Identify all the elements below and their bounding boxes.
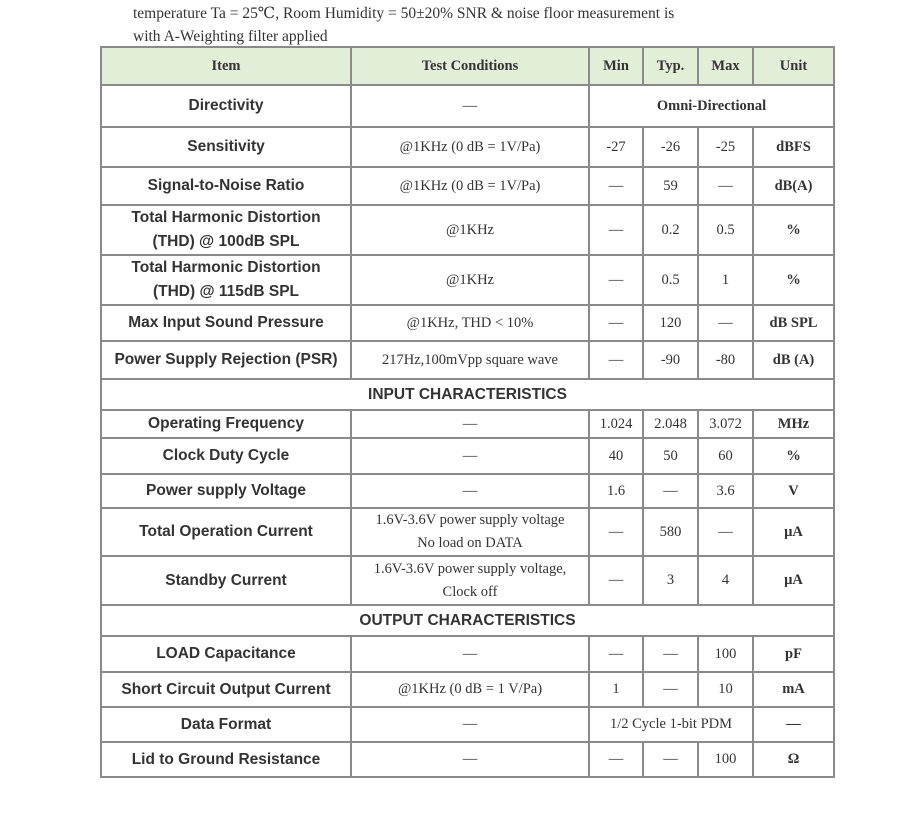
item-line-1: Total Harmonic Distortion	[131, 259, 321, 276]
typ-cell: —	[643, 636, 698, 672]
header-item: Item	[101, 47, 351, 85]
typ-cell: 59	[643, 167, 698, 205]
item-cell: Operating Frequency	[101, 410, 351, 438]
typ-cell: 50	[643, 438, 698, 474]
intro-text	[133, 2, 813, 48]
directivity-value: Omni-Directional	[589, 85, 834, 127]
item-cell: Signal-to-Noise Ratio	[101, 167, 351, 205]
item-cell: Power supply Voltage	[101, 474, 351, 508]
header-min: Min	[589, 47, 643, 85]
max-cell: -25	[698, 127, 753, 167]
item-cell: Max Input Sound Pressure	[101, 305, 351, 341]
conditions-cell: —	[351, 474, 589, 508]
unit-cell: dB (A)	[753, 341, 834, 379]
section-heading: INPUT CHARACTERISTICS	[101, 379, 834, 410]
unit-cell: pF	[753, 636, 834, 672]
min-cell: 1.024	[589, 410, 643, 438]
item-cell: LOAD Capacitance	[101, 636, 351, 672]
item-cell	[101, 205, 351, 255]
min-cell: —	[589, 305, 643, 341]
table-row-data-format	[101, 707, 834, 742]
header-row	[101, 47, 834, 85]
table-row-short-circuit	[101, 672, 834, 707]
unit-cell: dB SPL	[753, 305, 834, 341]
item-cell: Total Operation Current	[101, 508, 351, 556]
table-row-duty-cycle	[101, 438, 834, 474]
typ-cell: 0.5	[643, 255, 698, 305]
unit-cell: dB(A)	[753, 167, 834, 205]
typ-cell: —	[643, 742, 698, 777]
min-cell: —	[589, 742, 643, 777]
intro-line-1: temperature Ta = 25℃, Room Humidity = 50±20% SNR & noise floor measurement is	[133, 5, 675, 22]
item-line-1: Total Harmonic Distortion	[131, 209, 321, 226]
table-row-psr	[101, 341, 834, 379]
conditions-line-2: Clock off	[442, 583, 498, 600]
table-row-sensitivity	[101, 127, 834, 167]
max-cell: 100	[698, 742, 753, 777]
max-cell: 60	[698, 438, 753, 474]
data-format-value: 1/2 Cycle 1-bit PDM	[589, 707, 753, 742]
table-row-max-input	[101, 305, 834, 341]
unit-cell: —	[753, 707, 834, 742]
min-cell: —	[589, 636, 643, 672]
unit-cell: Ω	[753, 742, 834, 777]
typ-cell: 0.2	[643, 205, 698, 255]
max-cell: 100	[698, 636, 753, 672]
item-cell: Clock Duty Cycle	[101, 438, 351, 474]
min-cell: —	[589, 255, 643, 305]
table-row-lid-resistance	[101, 742, 834, 777]
item-cell: Standby Current	[101, 556, 351, 605]
min-cell: —	[589, 556, 643, 605]
item-cell: Directivity	[101, 85, 351, 127]
section-row-input	[101, 379, 834, 410]
unit-cell: mA	[753, 672, 834, 707]
max-cell: 0.5	[698, 205, 753, 255]
unit-cell: µA	[753, 556, 834, 605]
item-line-2: (THD) @ 115dB SPL	[152, 283, 300, 300]
item-cell: Lid to Ground Resistance	[101, 742, 351, 777]
max-cell: 4	[698, 556, 753, 605]
table-row-thd100	[101, 205, 834, 255]
conditions-line-1: 1.6V-3.6V power supply voltage,	[373, 560, 567, 577]
conditions-cell	[351, 556, 589, 605]
table-row-operation-current	[101, 508, 834, 556]
unit-cell: MHz	[753, 410, 834, 438]
conditions-cell: —	[351, 742, 589, 777]
conditions-cell: —	[351, 410, 589, 438]
conditions-cell: 217Hz,100mVpp square wave	[351, 341, 589, 379]
unit-cell: V	[753, 474, 834, 508]
min-cell: —	[589, 167, 643, 205]
max-cell: 10	[698, 672, 753, 707]
max-cell: —	[698, 508, 753, 556]
conditions-cell: —	[351, 85, 589, 127]
conditions-cell	[351, 508, 589, 556]
max-cell: 1	[698, 255, 753, 305]
conditions-cell: @1KHz	[351, 255, 589, 305]
typ-cell: 120	[643, 305, 698, 341]
header-max: Max	[698, 47, 753, 85]
conditions-cell: @1KHz	[351, 205, 589, 255]
conditions-cell: @1KHz (0 dB = 1V/Pa)	[351, 167, 589, 205]
conditions-cell: —	[351, 707, 589, 742]
table-row-standby-current	[101, 556, 834, 605]
conditions-line-2: No load on DATA	[417, 535, 523, 551]
conditions-cell: —	[351, 636, 589, 672]
min-cell: 1.6	[589, 474, 643, 508]
max-cell: —	[698, 167, 753, 205]
item-cell: Sensitivity	[101, 127, 351, 167]
typ-cell: —	[643, 672, 698, 707]
max-cell: -80	[698, 341, 753, 379]
typ-cell: -90	[643, 341, 698, 379]
min-cell: 40	[589, 438, 643, 474]
unit-cell: dBFS	[753, 127, 834, 167]
header-conditions: Test Conditions	[351, 47, 589, 85]
conditions-line-1: 1.6V-3.6V power supply voltage	[375, 512, 565, 528]
table-row-operating-frequency	[101, 410, 834, 438]
min-cell: 1	[589, 672, 643, 707]
unit-cell: %	[753, 205, 834, 255]
section-row-output	[101, 605, 834, 636]
min-cell: —	[589, 508, 643, 556]
table-row-snr	[101, 167, 834, 205]
typ-cell: 2.048	[643, 410, 698, 438]
typ-cell: 580	[643, 508, 698, 556]
header-typ: Typ.	[643, 47, 698, 85]
max-cell: 3.6	[698, 474, 753, 508]
table-row-directivity	[101, 85, 834, 127]
table-row-load-capacitance	[101, 636, 834, 672]
table-row-thd115	[101, 255, 834, 305]
typ-cell: -26	[643, 127, 698, 167]
typ-cell: 3	[643, 556, 698, 605]
item-cell: Power Supply Rejection (PSR)	[101, 341, 351, 379]
max-cell: 3.072	[698, 410, 753, 438]
item-cell	[101, 255, 351, 305]
item-cell: Short Circuit Output Current	[101, 672, 351, 707]
min-cell: -27	[589, 127, 643, 167]
item-line-2: (THD) @ 100dB SPL	[152, 233, 300, 250]
max-cell: —	[698, 305, 753, 341]
table-row-voltage	[101, 474, 834, 508]
item-cell: Data Format	[101, 707, 351, 742]
min-cell: —	[589, 205, 643, 255]
conditions-cell: @1KHz (0 dB = 1 V/Pa)	[351, 672, 589, 707]
conditions-cell: @1KHz, THD < 10%	[351, 305, 589, 341]
spec-table	[100, 46, 835, 778]
unit-cell: %	[753, 438, 834, 474]
intro-line-2: with A-Weighting filter applied	[133, 28, 328, 45]
conditions-cell: @1KHz (0 dB = 1V/Pa)	[351, 127, 589, 167]
section-heading: OUTPUT CHARACTERISTICS	[101, 605, 834, 636]
conditions-cell: —	[351, 438, 589, 474]
unit-cell: %	[753, 255, 834, 305]
unit-cell: µA	[753, 508, 834, 556]
min-cell: —	[589, 341, 643, 379]
typ-cell: —	[643, 474, 698, 508]
header-unit: Unit	[753, 47, 834, 85]
